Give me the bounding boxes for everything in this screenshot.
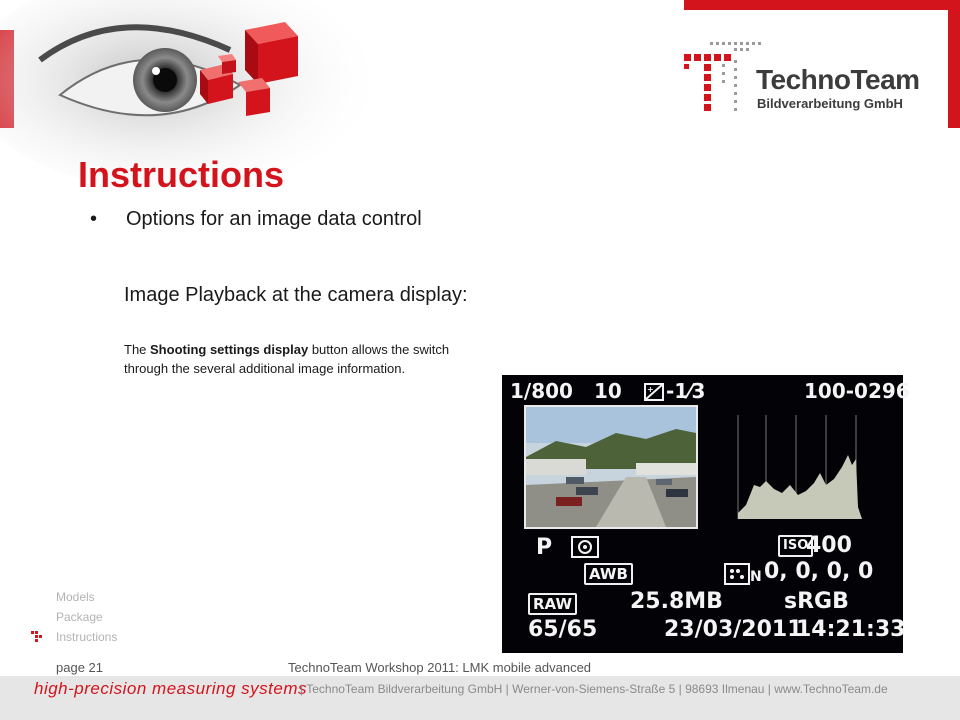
wb-shift-values: 0, 0, 0, 0 (764, 559, 874, 584)
workshop-title: TechnoTeam Workshop 2011: LMK mobile advanced (288, 660, 592, 675)
capture-time: 14:21:33 (796, 617, 906, 642)
white-balance: AWB (584, 563, 633, 585)
nav-item-package[interactable]: Package (56, 610, 103, 624)
file-number: 100-0296 (804, 379, 910, 403)
current-section-marker-icon (31, 631, 43, 643)
logo-name: TechnoTeam (756, 64, 920, 95)
svg-text:+: + (647, 385, 654, 394)
photo-thumbnail (524, 405, 698, 529)
page-title: Instructions (78, 154, 285, 195)
shooting-mode: P (536, 535, 553, 560)
logo-subtitle: Bildverarbeitung GmbH (757, 96, 903, 111)
shutter-speed: 1/800 (510, 379, 573, 403)
image-quality: RAW (528, 593, 577, 615)
wb-shift-icon (724, 563, 760, 585)
image-counter: 65/65 (528, 617, 598, 642)
description-bold: Shooting settings display (150, 342, 309, 357)
color-space: sRGB (784, 589, 849, 614)
sub-heading: Image Playback at the camera display: (124, 284, 468, 306)
svg-text:N: N (750, 569, 762, 585)
file-size: 25.8MB (630, 589, 723, 614)
iso-value: 400 (806, 533, 852, 558)
description-suffix: button allows the switch through the several additional image information. (124, 342, 450, 376)
bullet-dot: • (90, 208, 98, 230)
page-number: page 21 (56, 660, 103, 675)
aperture: 10 (594, 379, 622, 403)
exposure-comp-icon (644, 383, 664, 401)
bullet-text: Options for an image data control (126, 208, 422, 230)
iso-label: ISO (778, 535, 813, 557)
exposure-compensation: -1⁄3 (666, 379, 706, 403)
top-red-frame (684, 0, 960, 10)
footer-slogan: high-precision measuring systems (34, 679, 307, 698)
nav-item-instructions[interactable]: Instructions (56, 630, 118, 644)
description-prefix: The (124, 342, 151, 357)
metering-icon (570, 535, 600, 559)
histogram-graphic (734, 415, 864, 519)
footer-contact-info: | TechnoTeam Bildverarbeitung GmbH | Werner-von-Siemens-Straße 5 | 98693 Ilmenau | www.TechnoTeam.de (300, 682, 888, 696)
nav-item-models[interactable]: Models (56, 590, 95, 604)
camera-display-image (502, 375, 910, 653)
description (124, 340, 484, 378)
capture-date: 23/03/2011 (664, 617, 803, 642)
right-red-frame (948, 0, 960, 128)
